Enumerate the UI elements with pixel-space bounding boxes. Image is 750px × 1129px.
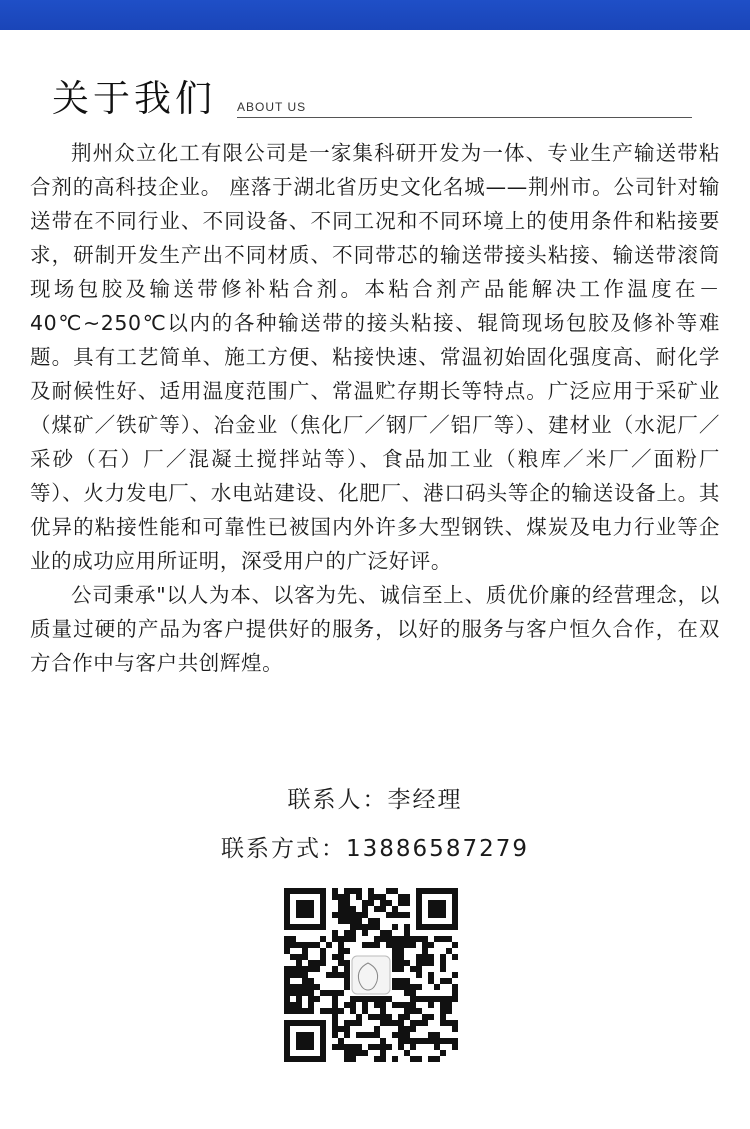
section-subtitle: ABOUT US [237,100,307,114]
top-banner-bar [0,0,750,30]
wechat-qr-code-icon [284,888,458,1062]
about-paragraph-2: 公司秉承"以人为本、以客为先、诚信至上、质优价廉的经营理念，以质量过硬的产品为客户提供好的服务，以好的服务与客户恒久合作，在双方合作中与客户共创辉煌。 [30,583,720,675]
section-title: 关于我们 [52,77,216,120]
contact-person: 联系人：李经理 [287,787,463,813]
heading-divider [237,117,692,118]
about-body [30,136,720,680]
contact-phone: 联系方式：13886587279 [221,836,529,862]
qr-code-graphic [284,888,458,1062]
section-heading [52,74,692,124]
about-paragraph-1: 荆州众立化工有限公司是一家集科研开发为一体、专业生产输送带粘合剂的高科技企业。 座落于湖北省历史文化名城——荆州市。公司针对输送带在不同行业、不同设备、不同工况和不同环境上的使用条件和粘接要求，研制开发生产出不同材质、不同带芯的输送带接头粘接、输送带滚筒现场包胶及输送带修补粘合剂。本粘合剂产品能解决工作温度在－40℃~250℃以内的各种输送带的接头粘接、辊筒现场包胶及修补等难题。具有工艺简单、施工方便、粘接快速、常温初始固化强度高、耐化学及耐候性好、适用温度范围广、常温贮存期长等特点。广泛应用于采矿业（煤矿／铁矿等）、冶金业（焦化厂／钢厂／铝厂等）、建材业（水泥厂／采砂（石）厂／混凝土搅拌站等）、食品加工业（粮库／米厂／面粉厂等）、火力发电厂、水电站建设、化肥厂、港口码头等企的输送设备上。其优异的粘接性能和可靠性已被国内外许多大型钢铁、煤炭及电力行业等企业的成功应用所证明，深受用户的广泛好评。 [30,141,720,573]
